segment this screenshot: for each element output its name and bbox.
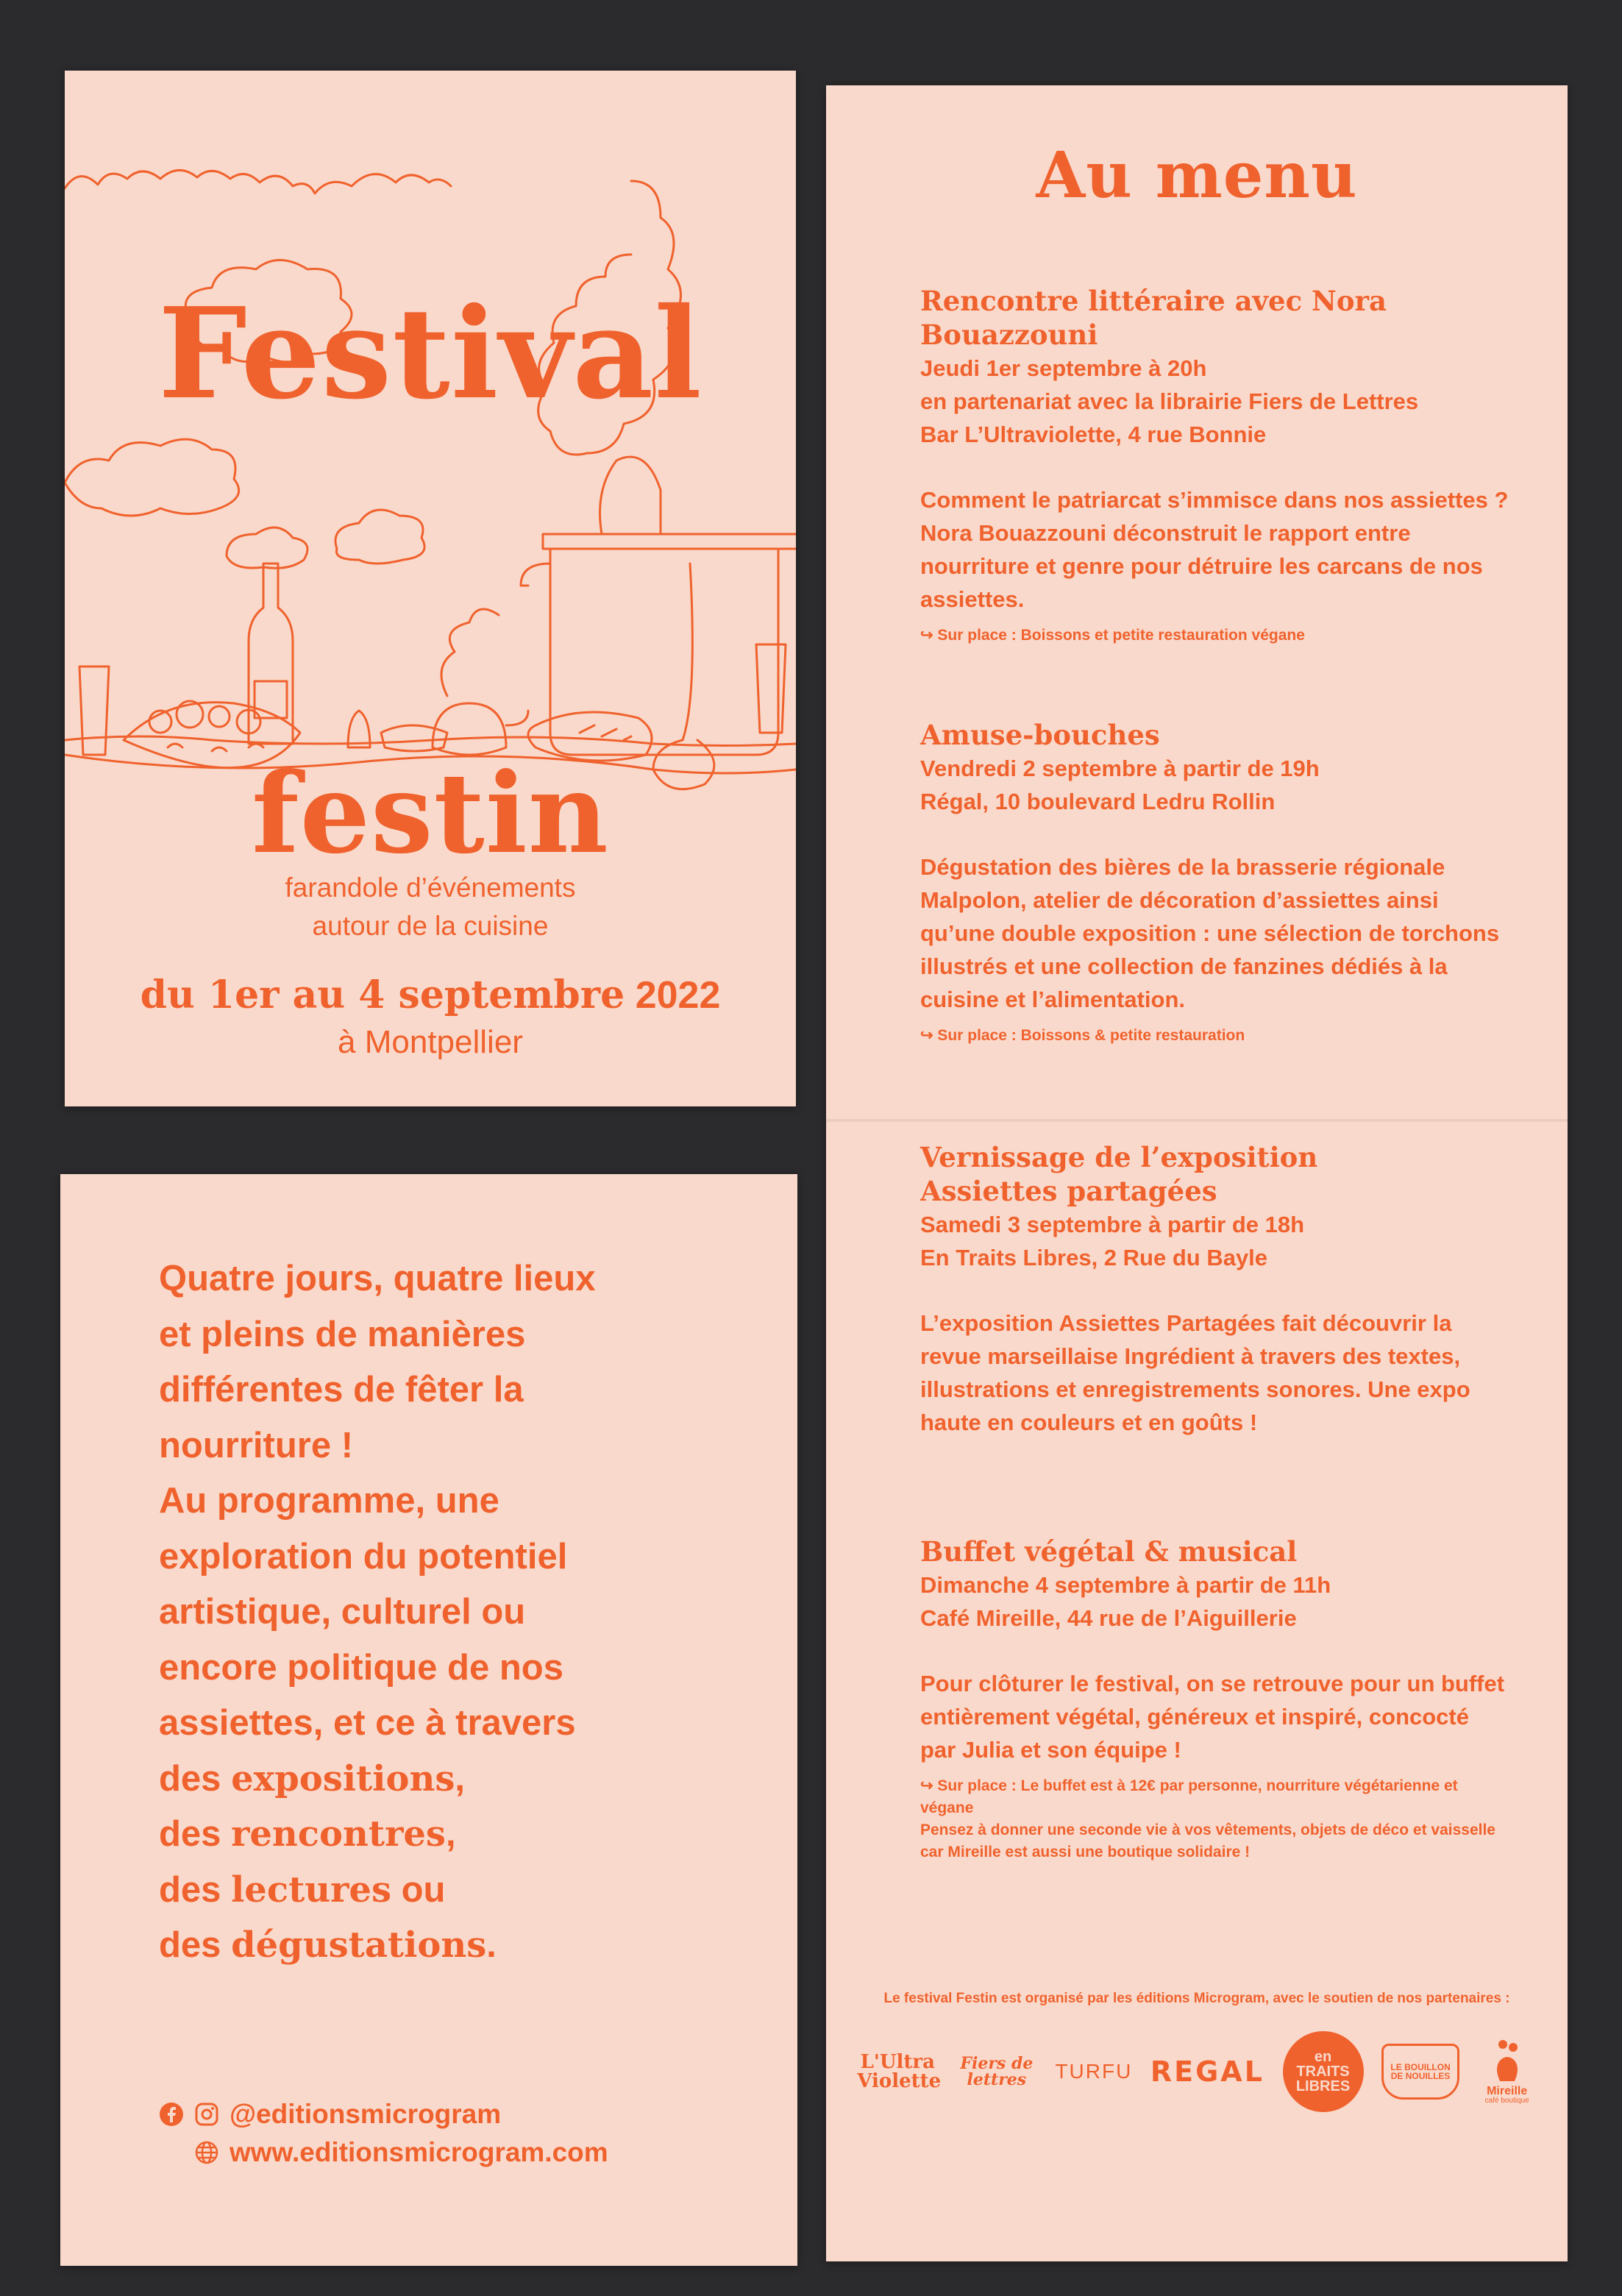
- intro-line: encore politique de nos: [159, 1647, 563, 1688]
- globe-icon: [194, 2140, 219, 2165]
- cover-subtitle: [65, 869, 796, 945]
- website-link[interactable]: www.editionsmicrogram.com: [230, 2137, 608, 2167]
- social-handle[interactable]: @editionsmicrogram: [230, 2099, 502, 2129]
- menu-card: [826, 85, 1568, 2261]
- cover-dates: [65, 972, 796, 1066]
- logo-en-traits-libres: en TRAITS LIBRES: [1283, 2031, 1364, 2112]
- event-date: Samedi 3 septembre à partir de 18h: [920, 1212, 1305, 1237]
- intro-line-highlight: des expositions,: [159, 1757, 466, 1799]
- event-item: [920, 1535, 1509, 1863]
- intro-line: artistique, culturel ou: [159, 1592, 526, 1632]
- logo-nouri-turfu: TURFU: [1055, 2060, 1133, 2083]
- intro-line: Quatre jours, quatre lieux: [159, 1259, 596, 1298]
- cover-title: Festival: [158, 280, 702, 427]
- event-venue: En Traits Libres, 2 Rue du Bayle: [920, 1245, 1268, 1270]
- subtitle-line-2: autour de la cuisine: [312, 911, 549, 941]
- event-title: Amuse-bouches: [920, 719, 1160, 751]
- partner-logos: [848, 2027, 1545, 2116]
- event-date: Dimanche 4 septembre à partir de 11h: [920, 1572, 1331, 1598]
- logo-ultraviolette: L'Ultra Violette: [857, 2051, 942, 2092]
- intro-line: différentes de fêter la: [159, 1370, 524, 1410]
- event-date: Jeudi 1er septembre à 20h: [920, 355, 1207, 381]
- kitchen-illustration: [65, 166, 796, 814]
- intro-line-highlight: des dégustations.: [159, 1924, 497, 1966]
- logo-fiers-de-lettres: Fiers de lettres: [960, 2054, 1034, 2089]
- event-note: ↪ Sur place : Boissons & petite restauration: [920, 1027, 1245, 1044]
- event-partner: en partenariat avec la librairie Fiers de Lettres: [920, 388, 1419, 414]
- back-intro-text: [159, 1251, 777, 1974]
- intro-line: assiettes, et ce à travers: [159, 1703, 576, 1743]
- event-item: [920, 284, 1509, 647]
- intro-line: exploration du potentiel: [159, 1536, 568, 1577]
- subtitle-line-1: farandole d’événements: [285, 872, 576, 903]
- vase-icon: [1493, 2039, 1522, 2083]
- intro-line-highlight: des rencontres,: [159, 1813, 456, 1855]
- social-row: [159, 2095, 608, 2133]
- partners-credits: Le festival Festin est organisé par les éditions Microgram, avec le soutien de nos partenaires :: [883, 1991, 1510, 2006]
- logo-mireille: Mireille café boutique: [1478, 2039, 1537, 2105]
- date-year: 2022: [635, 974, 721, 1017]
- event-note: ↪ Sur place : Boissons et petite restauration végane: [920, 627, 1305, 644]
- event-title: Assiettes partagées: [920, 1175, 1217, 1207]
- intro-line: nourriture !: [159, 1425, 354, 1465]
- instagram-icon[interactable]: [194, 2102, 219, 2127]
- event-description: L’exposition Assiettes Partagées fait découvrir la revue marseillaise Ingrédient à travers des textes, illustrations et enregistrements sonores. Une expo haute en couleurs et en goûts !: [920, 1310, 1470, 1435]
- event-title: Vernissage de l’exposition: [920, 1141, 1318, 1173]
- event-title: Rencontre littéraire avec Nora Bouazzouni: [920, 285, 1387, 351]
- event-note-extra: Pensez à donner une seconde vie à vos vêtements, objets de déco et vaisselle car Mireille est aussi une boutique solidaire !: [920, 1821, 1495, 1860]
- event-venue: Régal, 10 boulevard Ledru Rollin: [920, 789, 1276, 814]
- event-description: Pour clôturer le festival, on se retrouve pour un buffet entièrement végétal, généreux et inspiré, concocté par Julia et son équipe !: [920, 1671, 1505, 1763]
- event-date: Vendredi 2 septembre à partir de 19h: [920, 756, 1320, 781]
- fold-line: [826, 1119, 1568, 1122]
- menu-heading: Au menu: [1036, 138, 1358, 213]
- facebook-icon[interactable]: [159, 2102, 184, 2127]
- event-item: [920, 718, 1509, 1047]
- cover-city: à Montpellier: [338, 1024, 523, 1060]
- logo-bouillon-de-nouilles: LE BOUILLON DE NOUILLES: [1381, 2044, 1459, 2100]
- back-card: [60, 1174, 797, 2266]
- cover-card: [65, 71, 796, 1106]
- intro-line-highlight: des lectures ou: [159, 1869, 446, 1911]
- event-item: [920, 1140, 1509, 1439]
- social-block: [159, 2095, 608, 2172]
- event-note: ↪ Sur place : Le buffet est à 12€ par personne, nourriture végétarienne et végane: [920, 1777, 1458, 1816]
- logo-regal: REGAL: [1150, 2055, 1264, 2088]
- date-range: du 1er au 4 septembre: [140, 973, 625, 1017]
- event-venue: Café Mireille, 44 rue de l’Aiguillerie: [920, 1605, 1297, 1631]
- website-row: [159, 2133, 608, 2172]
- intro-line: Au programme, une: [159, 1481, 499, 1521]
- event-description: Comment le patriarcat s’immisce dans nos assiettes ? Nora Bouazzouni déconstruit le rapport entre nourriture et genre pour détruire les carcans de nos assiettes.: [920, 487, 1509, 612]
- cover-title-festin: festin: [252, 749, 609, 878]
- event-title: Buffet végétal & musical: [920, 1535, 1298, 1568]
- event-description: Dégustation des bières de la brasserie régionale Malpolon, atelier de décoration d’assiettes ainsi qu’une double exposition : une sélection de torchons illustrés et une collection de fanzines dédiés à la cuisine et l’alimentation.: [920, 854, 1500, 1012]
- intro-line: et pleins de manières: [159, 1314, 526, 1354]
- event-venue: Bar L’Ultraviolette, 4 rue Bonnie: [920, 422, 1267, 447]
